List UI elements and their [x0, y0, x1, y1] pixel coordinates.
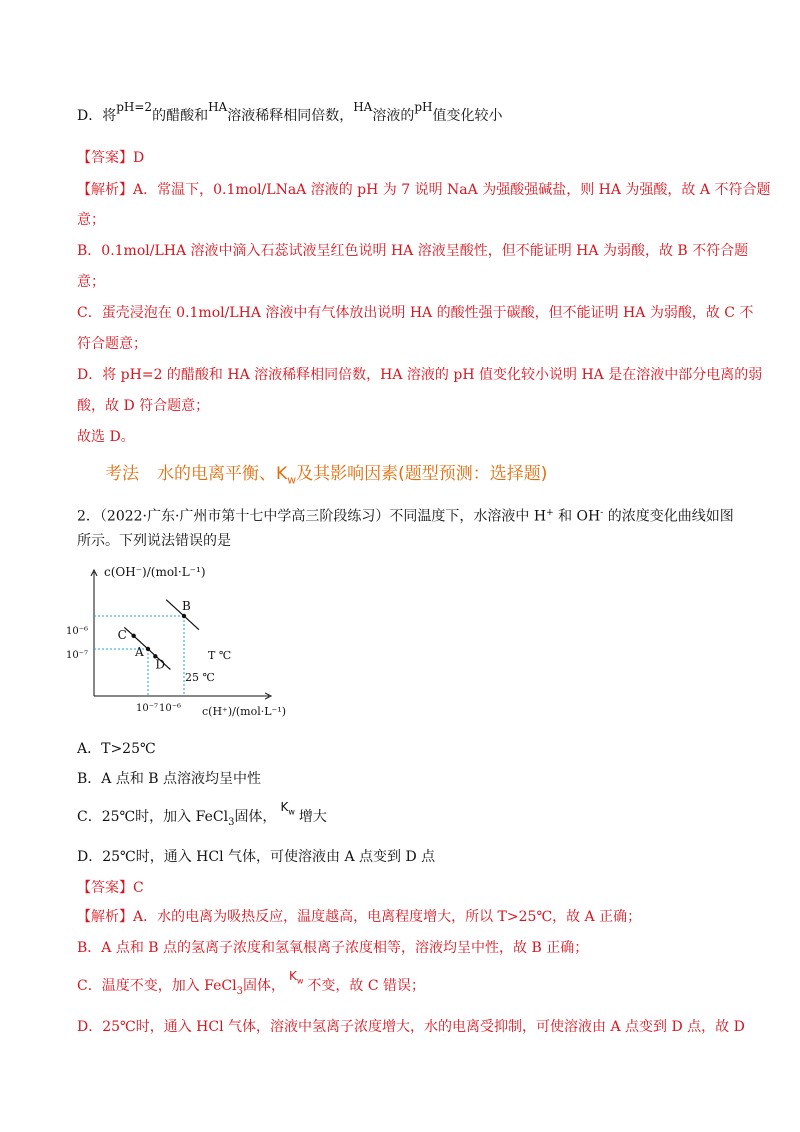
y-axis-label: c(OH⁻)/(mol·L⁻¹)	[104, 565, 206, 579]
x-axis-label: c(H⁺)/(mol·L⁻¹)	[202, 705, 287, 718]
q2-stem-line-1	[77, 503, 734, 527]
q2-analysis-a	[77, 907, 641, 927]
q2-option-b: B．A 点和 B 点溶液均呈中性	[77, 771, 262, 787]
q2-option-c-mid: 固体，	[234, 809, 277, 825]
q2-analysis-c-sub: 3	[236, 985, 243, 997]
curve-25-label: 25 ℃	[185, 671, 215, 684]
q1-option-d-ph2: pH	[414, 100, 433, 114]
point-label-c: C	[117, 627, 127, 642]
q2-analysis-c-kw-sub: w	[296, 976, 304, 986]
q2-stem-plus: +	[546, 508, 554, 518]
point-label-a: A	[135, 645, 144, 659]
q2-analysis-d: D．25℃时，通入 HCl 气体，溶液中氢离子浓度增大，水的电离受抑制，可使溶液由 A 点变到 D 点，故 D	[77, 1019, 745, 1035]
q2-option-c	[77, 800, 327, 833]
kw-chart	[64, 562, 294, 722]
q2-stem-part-b: 和 OH	[553, 508, 601, 525]
q1-option-d-ha1: HA	[208, 100, 228, 114]
point-label-d: D	[155, 657, 165, 672]
q1-analysis-line-2: 意；	[77, 212, 105, 228]
q2-option-c-sub: 3	[228, 816, 235, 828]
point-a	[146, 647, 150, 651]
q1-option-d	[77, 100, 503, 126]
q2-analysis-a-text: A．水的电离为吸热反应，温度越高，电离程度增大，所以 T>25℃，故 A 正确；	[133, 909, 642, 925]
q2-option-c-post: 增大	[298, 809, 327, 825]
point-label-b: B	[182, 599, 191, 613]
q1-analysis-line-5: C．蛋壳浸泡在 0.1mol/LHA 溶液中有气体放出说明 HA 的酸性强于碳酸，但不能证明 HA 为弱酸，故 C 不	[77, 305, 754, 321]
q2-answer: 【答案】C	[77, 880, 144, 896]
q1-option-d-ph: pH=2	[116, 100, 153, 114]
q1-option-d-prefix: D．将	[77, 108, 117, 124]
q1-analysis-text-1: A．常温下，0.1mol/LNaA 溶液的 pH 为 7 说明 NaA 为强酸强碱盐，则 HA 为强酸，故 A 不符合题	[133, 182, 771, 198]
q2-analysis-c-kw	[288, 969, 304, 986]
section-heading-tail: 及其影响因素(题型预测：选择题)	[296, 464, 548, 484]
q2-option-c-kw-sub: w	[288, 807, 295, 817]
q1-analysis-line-3: B．0.1mol/LHA 溶液中滴入石蕊试液呈红色说明 HA 溶液呈酸性，但不能证明 HA 为弱酸，故 B 不符合题	[77, 243, 749, 259]
q1-analysis-line-7: D．将 pH=2 的醋酸和 HA 溶液稀释相同倍数，HA 溶液的 pH 值变化较小说明 HA 是在溶液中部分电离的弱	[77, 367, 763, 383]
q1-option-d-mid1: 的醋酸和	[152, 108, 209, 124]
q2-stem-minus: -	[600, 508, 604, 518]
q1-option-d-mid2: 溶液稀释相同倍数，	[227, 108, 354, 124]
q2-stem-line-2: 所示。下列说法错误的是	[77, 533, 231, 549]
q2-analysis-tag: 【解析】	[77, 909, 133, 925]
q2-option-d: D．25℃时，通入 HCl 气体，可使溶液由 A 点变到 D 点	[77, 849, 436, 865]
q1-analysis-line-6: 符合题意；	[77, 336, 147, 352]
ytick-label-2: 10⁻⁷	[66, 650, 89, 661]
q1-answer: 【答案】D	[77, 150, 145, 166]
q2-analysis-c-mid: 固体，	[242, 978, 285, 994]
q2-stem-part-c: 的浓度变化曲线如图	[603, 508, 734, 525]
section-heading-sub: w	[287, 473, 297, 487]
q1-analysis-line-1	[77, 180, 770, 200]
q2-option-c-pre: C．25℃时，加入 FeCl	[77, 809, 229, 825]
q2-option-a: A．T>25℃	[77, 741, 156, 757]
point-c	[131, 634, 135, 638]
section-heading	[105, 459, 547, 486]
q1-analysis-line-8: 酸，故 D 符合题意；	[77, 398, 210, 414]
point-b	[182, 614, 186, 618]
curve-t-label: T ℃	[208, 649, 232, 662]
q2-option-c-kw	[280, 800, 295, 817]
ytick-label-1: 10⁻⁶	[66, 626, 89, 637]
q2-analysis-b: B．A 点和 B 点的氢离子浓度和氢氧根离子浓度相等，溶液均呈中性，故 B 正确；	[77, 940, 589, 956]
xtick-label-1: 10⁻⁷	[136, 703, 159, 714]
q2-analysis-c	[77, 969, 426, 1002]
q1-analysis-line-4: 意；	[77, 274, 105, 290]
point-group	[118, 599, 191, 671]
q2-stem-part-a: 2．（2022·广东·广州市第十七中学高三阶段练习）不同温度下，水溶液中 H	[77, 508, 547, 525]
q2-analysis-c-post: 不变，故 C 错误；	[307, 978, 426, 994]
section-heading-right: 水的电离平衡、K	[157, 464, 288, 484]
q2-analysis-c-kw-k: K	[288, 969, 297, 983]
q1-analysis-tag: 【解析】	[77, 182, 133, 198]
q2-analysis-c-pre: C．温度不变，加入 FeCl	[77, 978, 237, 994]
q1-option-d-suffix: 值变化较小	[432, 108, 503, 124]
q2-option-c-kw-k: K	[280, 800, 289, 814]
xtick-label-2: 10⁻⁶	[159, 703, 182, 714]
q1-option-d-mid3: 溶液的	[372, 108, 415, 124]
q1-option-d-ha2: HA	[353, 100, 373, 114]
q1-analysis-line-9: 故选 D。	[77, 429, 135, 445]
section-heading-left: 考法	[105, 464, 139, 484]
